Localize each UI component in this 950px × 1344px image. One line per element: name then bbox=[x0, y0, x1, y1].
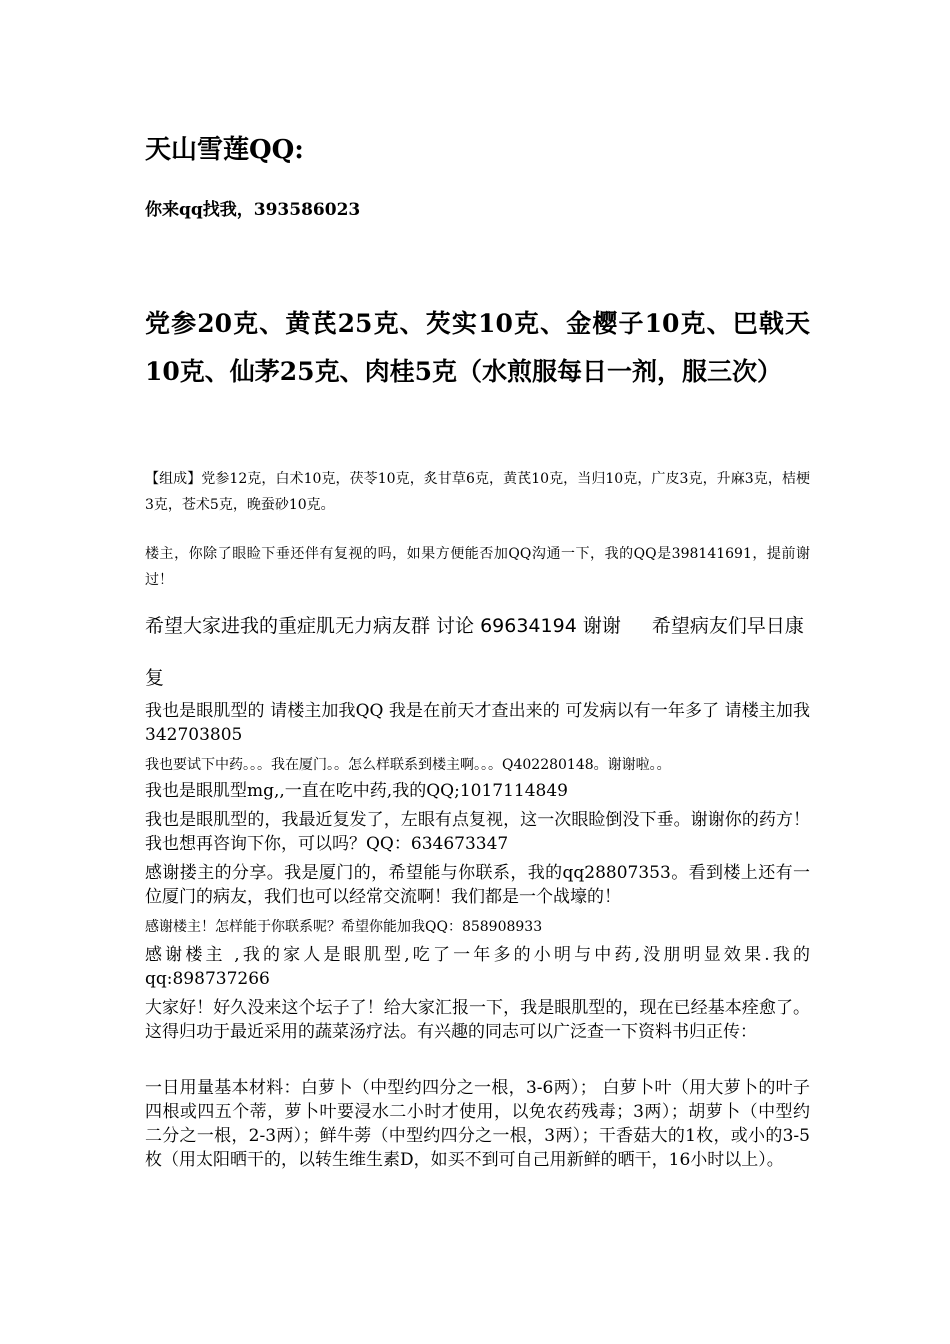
post-2: 我也要试下中药。。。我在厦门。。怎么样联系到楼主啊。。。Q402280148。谢谢啦。。 bbox=[145, 757, 671, 773]
post-5: 感谢搂主的分享。我是厦门的，希望能与你联系，我的qq28807353。看到楼上还有一位厦门的病友，我们也可以经常交流啊！我们都是一个战壕的！ bbox=[145, 863, 810, 907]
post-4: 我也是眼肌型的，我最近复发了，左眼有点复视，这一次眼睑倒没下垂。谢谢你的药方！我也想再咨询下你，可以吗？QQ：634673347 bbox=[145, 810, 810, 854]
post-1: 我也是眼肌型的 请楼主加我QQ 我是在前天才查出来的 可发病以有一年多了 请楼主加我342703805 bbox=[145, 701, 810, 745]
document-title: 天山雪莲QQ: bbox=[145, 135, 304, 165]
contact-line: 你来qq找我，393586023 bbox=[145, 200, 361, 220]
question-paragraph: 楼主，你除了眼睑下垂还伴有复视的吗，如果方便能否加QQ沟通一下，我的QQ是398141691，提前谢过！ bbox=[145, 546, 810, 588]
post-6: 感谢楼主！怎样能于你联系呢？希望你能加我QQ：858908933 bbox=[145, 919, 543, 935]
group-paragraph: 希望大家进我的重症肌无力病友群 讨论 69634194 谢谢 希望病友们早日康复 bbox=[145, 615, 804, 689]
post-7: 感谢楼主 ,我的家人是眼肌型,吃了一年多的小明与中药,没朋明显效果.我的qq:898737266 bbox=[145, 945, 810, 989]
post-8: 大家好！好久没来这个坛子了！给大家汇报一下，我是眼肌型的，现在已经基本痊愈了。这得归功于最近采用的蔬菜汤疗法。有兴趣的同志可以广泛查一下资料书归正传： bbox=[145, 998, 810, 1042]
post-3: 我也是眼肌型mg,,一直在吃中药,我的QQ;1017114849 bbox=[145, 781, 568, 801]
recipe-heading: 党参20克、黄芪25克、芡实10克、金樱子10克、巴戟天10克、仙茅25克、肉桂5克（水煎服每日一剂，服三次） bbox=[145, 309, 810, 386]
post-9: 一日用量基本材料：白萝卜（中型约四分之一根，3-6两）； 白萝卜叶（用大萝卜的叶子四根或四五个蒂，萝卜叶要浸水二小时才使用，以免农药残毒；3两）；胡萝卜（中型约二分之一根，2-3两）；鲜牛蒡（中型约四分之一根，3两）；干香菇大的1枚，或小的3-5枚（用太阳晒干的，以转生维生素D，如买不到可自己用新鲜的晒干，16小时以上）。 bbox=[145, 1078, 810, 1170]
composition-paragraph: 【组成】党参12克，白术10克，茯苓10克，炙甘草6克，黄芪10克，当归10克，广皮3克，升麻3克，桔梗3克，苍术5克，晚蚕砂10克。 bbox=[145, 471, 810, 513]
